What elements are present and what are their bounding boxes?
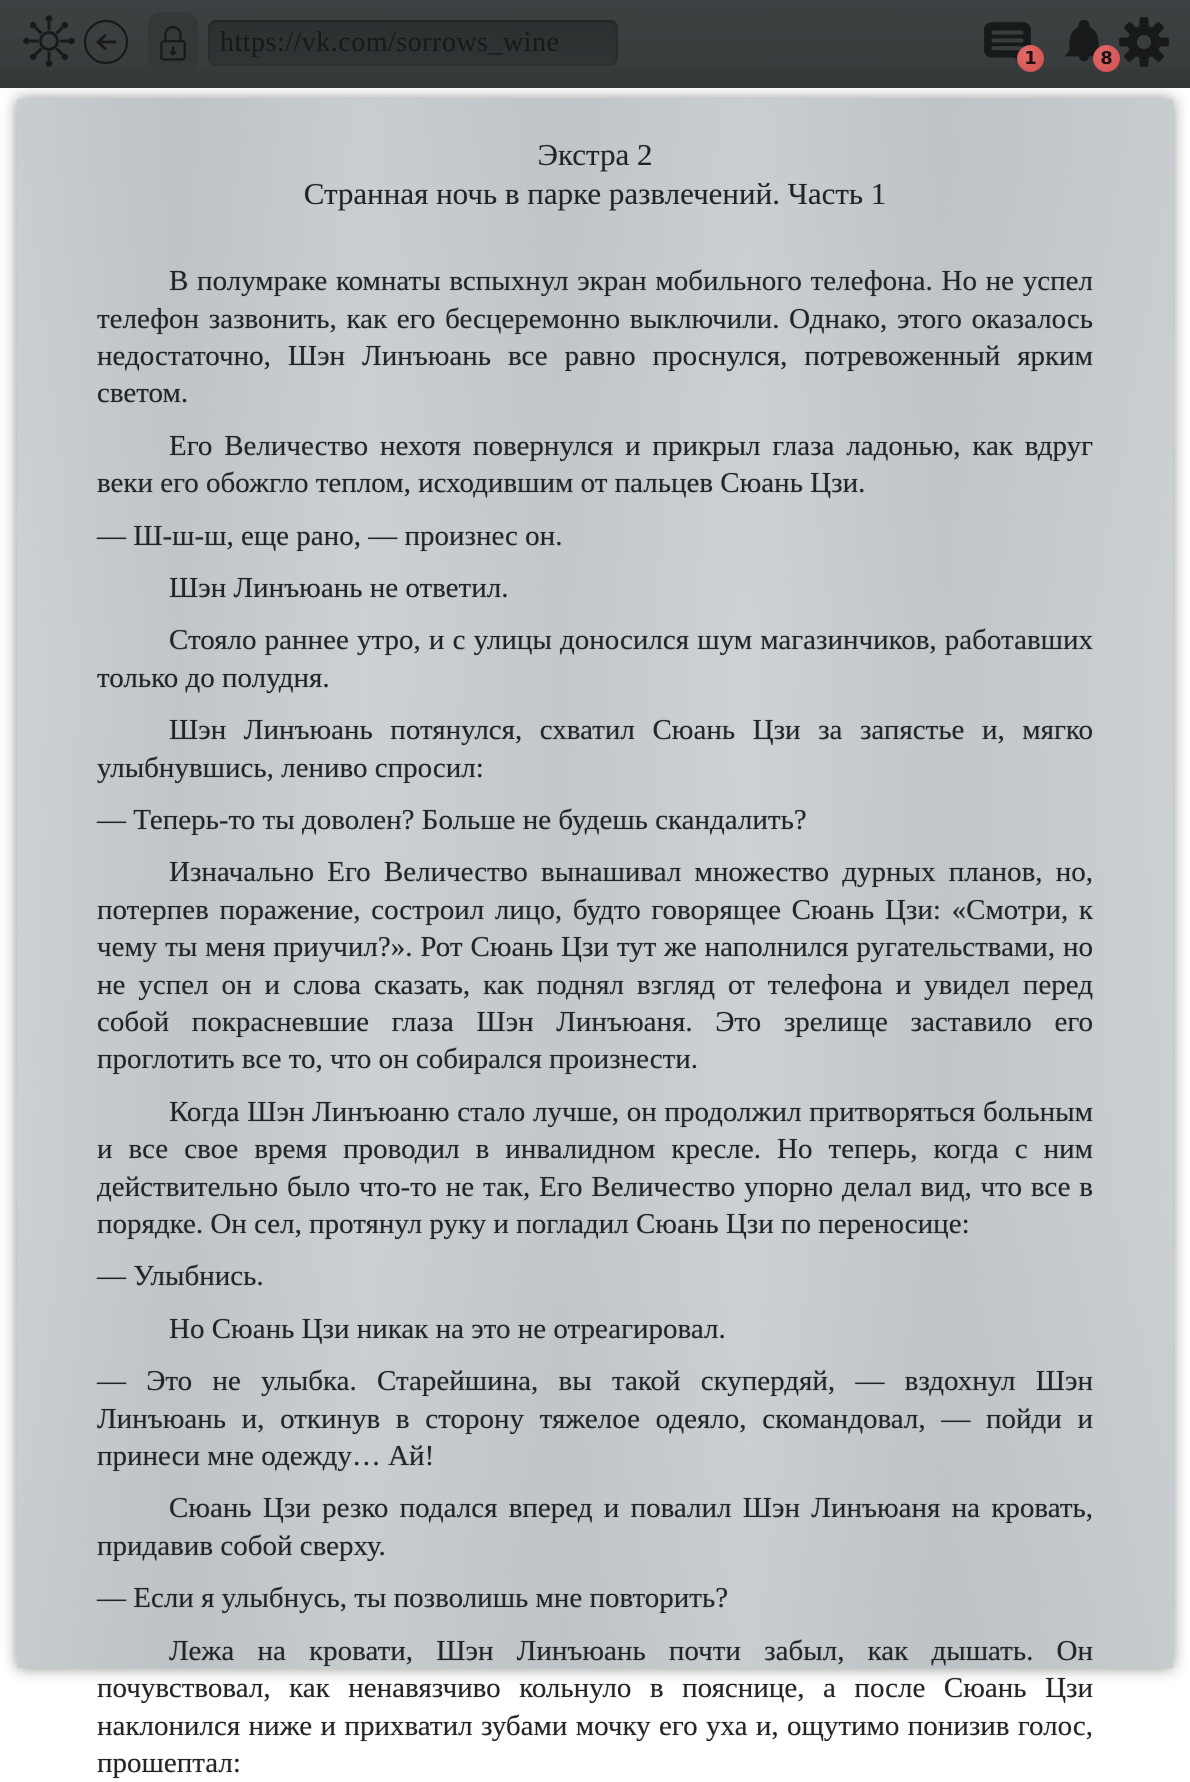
url-text: https://vk.com/sorrows_wine bbox=[220, 27, 560, 58]
paragraph: Его Величество нехотя повернулся и прикрыл глаза ладонью, как вдруг веки его обожгло теплом, исходившим от пальцев Сюань Цзи. bbox=[97, 429, 1093, 500]
url-bar[interactable] bbox=[208, 20, 618, 66]
dialogue-paragraph: — Улыбнись. bbox=[97, 1260, 264, 1293]
paragraph: Шэн Линъюань не ответил. bbox=[169, 571, 509, 604]
notifications-button[interactable] bbox=[1058, 14, 1113, 69]
paragraph: Сюань Цзи резко подался вперед и повалил Шэн Линъюаня на кровать, придавив собой сверху. bbox=[97, 1492, 1093, 1562]
gear-icon bbox=[1118, 16, 1170, 68]
network-hub-icon bbox=[22, 12, 76, 70]
dialogue-paragraph: — Это не улыбка. Старейшина, вы такой скупердяй, — вздохнул Шэн Линъюань и, откинув в сторону тяжелое одеяло, скомандовал, — пойди и принеси мне одежду… Ай! bbox=[97, 1365, 1093, 1473]
dialogue-paragraph: — Если я улыбнусь, ты позволишь мне повторить? bbox=[97, 1582, 729, 1615]
paragraph: В полумраке комнаты вспыхнул экран мобильного телефона. Но не успел телефон зазвонить, как его бесцеремонно выключили. Однако, этого оказалось недостаточно, Шэн Линъюань все равно проснулся, потревоженный ярким светом. bbox=[97, 265, 1093, 410]
page-subtitle: Странная ночь в парке развлечений. Часть 1 bbox=[303, 176, 887, 212]
back-arrow-icon bbox=[82, 18, 130, 66]
notifications-badge: 8 bbox=[1093, 45, 1120, 72]
secure-site-button[interactable] bbox=[148, 12, 198, 72]
paragraph: Но Сюань Цзи никак на это не отреагировал. bbox=[169, 1312, 726, 1345]
page-title: Экстра 2 bbox=[537, 137, 653, 172]
paragraph: Шэн Линъюань потянулся, схватил Сюань Цзи за запястье и, мягко улыбнувшись, лениво спросил: bbox=[97, 714, 1093, 784]
messages-badge: 1 bbox=[1017, 45, 1044, 72]
dialogue-paragraph: — Теперь-то ты доволен? Больше не будешь скандалить? bbox=[97, 803, 807, 836]
paragraph: Лежа на кровати, Шэн Линъюань почти забыл, как дышать. Он почувствовал, как ненавязчиво кольнуло в пояснице, а после Сюань Цзи наклонился ниже и прихватил зубами мочку его уха и, ощутимо понизив голос, прошептал: bbox=[97, 1634, 1093, 1779]
network-menu-button[interactable] bbox=[22, 12, 76, 70]
paragraph: Изначально Его Величество вынашивал множество дурных планов, но, потерпев поражение, состроил лицо, будто говорящее Сюань Цзи: «Смотри, к чему ты меня приучил?». Рот Сюань Цзи тут же наполнился ругательствами, но не успел он и слова сказать, как поднял взгляд от телефона и увидел перед собой покрасневшие глаза Шэн Линъюаня. Это зрелище заставило его проглотить все то, что он собирался произнести. bbox=[97, 856, 1093, 1076]
messages-button[interactable] bbox=[982, 18, 1037, 69]
chapter-heading bbox=[97, 135, 1093, 213]
document-page bbox=[17, 99, 1173, 1779]
settings-button[interactable] bbox=[1118, 16, 1170, 68]
dialogue-paragraph: — Ш-ш-ш, еще рано, — произнес он. bbox=[97, 519, 563, 552]
browser-topbar bbox=[0, 0, 1190, 88]
page-paragraphs bbox=[97, 263, 1093, 1782]
back-button[interactable] bbox=[82, 18, 130, 66]
paragraph: Стояло раннее утро, и с улицы доносился шум магазинчиков, работавших только до полудня. bbox=[97, 624, 1093, 694]
lock-icon bbox=[153, 18, 193, 66]
paragraph: Когда Шэн Линъюаню стало лучше, он продолжил притворяться больным и все свое время проводил в инвалидном кресле. Но теперь, когда с ним действительно было что-то не так, Его Величество упорно делал вид, что все в порядке. Он сел, протянул руку и погладил Сюань Цзи по переносице: bbox=[97, 1095, 1093, 1241]
